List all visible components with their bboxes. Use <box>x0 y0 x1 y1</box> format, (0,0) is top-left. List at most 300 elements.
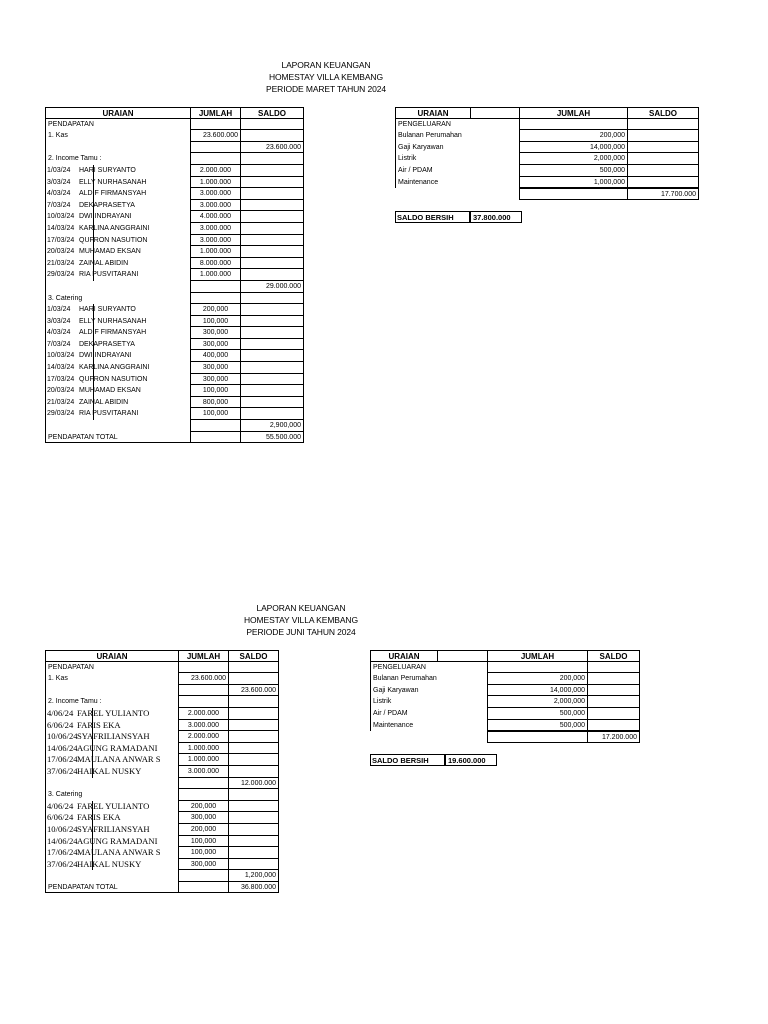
guest-entry <box>45 847 178 859</box>
saldo-bersih-value: 37.800.000 <box>470 211 522 223</box>
entry-date: 37/06/24 <box>47 858 78 869</box>
uraian-cell: 1. Kas <box>45 673 178 685</box>
jumlah-cell: 300,000 <box>190 362 240 374</box>
header-saldo: SALDO <box>627 107 699 119</box>
expense-section-label: PENGELUARAN <box>395 119 519 131</box>
expense-name: Air / PDAM <box>395 165 519 177</box>
entry-name: DEKAPRASETYA <box>79 340 135 348</box>
expense-name: Maintenance <box>370 720 487 732</box>
guest-entry <box>45 812 178 824</box>
entry-name: FAREL YULIANTO <box>77 707 150 718</box>
expense-total: 17.700.000 <box>627 188 699 200</box>
saldo-cell <box>228 708 279 720</box>
saldo-cell <box>627 153 699 165</box>
uraian-cell <box>45 685 178 697</box>
entry-date: 20/03/24 <box>47 248 75 256</box>
entry-name: RIA PUSVITARANI <box>79 410 139 418</box>
saldo-cell <box>627 142 699 154</box>
uraian-cell: PENDAPATAN TOTAL <box>45 882 178 894</box>
jumlah-cell: 23.600.000 <box>178 673 228 685</box>
saldo-cell <box>240 130 304 142</box>
column-rule <box>92 824 93 836</box>
column-rule <box>93 200 94 212</box>
header-uraian: URAIAN <box>45 107 191 119</box>
saldo-cell <box>240 211 304 223</box>
entry-name: MUHAMAD EKSAN <box>79 387 141 395</box>
entry-date: 1/03/24 <box>47 306 71 314</box>
jumlah-cell: 1.000.000 <box>178 743 228 755</box>
guest-entry <box>45 246 190 258</box>
saldo-cell <box>240 165 304 177</box>
saldo-cell <box>587 685 640 697</box>
saldo-cell <box>228 801 279 813</box>
saldo-cell <box>240 177 304 189</box>
header-jumlah: JUMLAH <box>519 107 628 119</box>
saldo-cell <box>240 408 304 420</box>
expense-name: Gaji Karyawan <box>370 685 487 697</box>
jumlah-cell: 1.000.000 <box>190 246 240 258</box>
expense-name: Listrik <box>395 153 519 165</box>
saldo-cell: 29.000.000 <box>240 281 304 293</box>
saldo-cell <box>228 731 279 743</box>
column-rule <box>93 235 94 247</box>
column-rule <box>92 859 93 871</box>
header-uraian: URAIAN <box>370 650 438 662</box>
saldo-cell <box>240 269 304 281</box>
title-line-1: LAPORAN KEUANGAN <box>256 603 346 613</box>
saldo-cell <box>240 246 304 258</box>
jumlah-cell: 1.000.000 <box>190 269 240 281</box>
jumlah-cell: 100,000 <box>178 847 228 859</box>
uraian-cell: PENDAPATAN <box>45 119 190 131</box>
entry-name: ALDIF FIRMANSYAH <box>79 190 147 198</box>
saldo-cell <box>228 847 279 859</box>
jumlah-cell: 200,000 <box>178 801 228 813</box>
uraian-cell: 3. Catering <box>45 293 190 305</box>
guest-entry <box>45 269 190 281</box>
entry-date: 21/03/24 <box>47 259 75 267</box>
header-saldo: SALDO <box>228 650 279 662</box>
saldo-cell: 23.600.000 <box>228 685 279 697</box>
entry-name: HAIKAL NUSKY <box>77 765 142 776</box>
entry-date: 17/03/24 <box>47 375 75 383</box>
jumlah-cell <box>178 882 228 894</box>
entry-date: 6/06/24 <box>47 719 74 730</box>
saldo-cell <box>627 130 699 142</box>
report-title-june <box>201 602 401 638</box>
guest-entry <box>45 731 178 743</box>
jumlah-cell: 4.000.000 <box>190 211 240 223</box>
saldo-cell: 1,200,000 <box>228 870 279 882</box>
column-rule <box>93 223 94 235</box>
entry-name: KARLINA ANGGRAINI <box>79 364 150 372</box>
jumlah-cell <box>190 153 240 165</box>
entry-name: MAULANA ANWAR S <box>77 754 161 765</box>
jumlah-cell <box>178 778 228 790</box>
saldo-cell <box>587 673 640 685</box>
expense-name: Listrik <box>370 696 487 708</box>
report-title-march <box>226 59 426 95</box>
column-rule <box>92 847 93 859</box>
jumlah-cell: 300,000 <box>178 859 228 871</box>
saldo-cell <box>240 293 304 305</box>
jumlah-cell: 3.000.000 <box>190 200 240 212</box>
saldo-cell <box>228 662 279 674</box>
saldo-cell <box>587 696 640 708</box>
saldo-cell <box>587 708 640 720</box>
jumlah-cell <box>487 662 587 674</box>
expense-name: Bulanan Perumahan <box>395 130 519 142</box>
jumlah-cell: 100,000 <box>178 836 228 848</box>
header-jumlah: JUMLAH <box>190 107 241 119</box>
entry-date: 7/03/24 <box>47 340 71 348</box>
jumlah-cell <box>178 662 228 674</box>
guest-entry <box>45 223 190 235</box>
jumlah-cell: 200,000 <box>178 824 228 836</box>
saldo-cell <box>587 662 640 674</box>
jumlah-cell: 500,000 <box>519 165 627 177</box>
entry-name: KARLINA ANGGRAINI <box>79 224 150 232</box>
guest-entry <box>45 720 178 732</box>
guest-entry <box>45 188 190 200</box>
column-rule <box>92 743 93 755</box>
guest-entry <box>45 258 190 270</box>
jumlah-cell: 14,000,000 <box>519 142 627 154</box>
guest-entry <box>45 165 190 177</box>
guest-entry <box>45 177 190 189</box>
uraian-cell <box>45 778 178 790</box>
entry-name: HARI SURYANTO <box>79 306 136 314</box>
guest-entry <box>45 824 178 836</box>
column-rule <box>93 177 94 189</box>
jumlah-cell: 200,000 <box>519 130 627 142</box>
saldo-bersih-label: SALDO BERSIH <box>395 211 470 223</box>
entry-name: MAULANA ANWAR S <box>77 847 161 858</box>
jumlah-cell: 8.000.000 <box>190 258 240 270</box>
column-rule <box>92 812 93 824</box>
jumlah-cell <box>178 696 228 708</box>
uraian-cell: PENDAPATAN <box>45 662 178 674</box>
jumlah-cell: 1.000.000 <box>190 177 240 189</box>
title-line-2: HOMESTAY VILLA KEMBANG <box>243 615 358 625</box>
expense-name: Gaji Karyawan <box>395 142 519 154</box>
jumlah-cell: 100,000 <box>190 316 240 328</box>
jumlah-cell <box>190 293 240 305</box>
saldo-cell <box>627 165 699 177</box>
column-rule <box>93 339 94 351</box>
expense-name: Bulanan Perumahan <box>370 673 487 685</box>
header-saldo: SALDO <box>240 107 304 119</box>
saldo-cell <box>240 327 304 339</box>
jumlah-cell <box>178 870 228 882</box>
saldo-cell <box>627 119 699 131</box>
column-rule <box>93 397 94 409</box>
expense-name: Maintenance <box>395 177 519 189</box>
entry-date: 17/06/24 <box>47 754 78 765</box>
jumlah-cell: 500,000 <box>487 708 587 720</box>
column-rule <box>93 350 94 362</box>
jumlah-cell: 3.000.000 <box>190 235 240 247</box>
entry-date: 6/06/24 <box>47 812 74 823</box>
entry-name: QUFRON NASUTION <box>79 375 148 383</box>
jumlah-cell: 2.000.000 <box>178 731 228 743</box>
jumlah-cell <box>519 119 627 131</box>
column-rule <box>92 731 93 743</box>
expense-total-spacer <box>487 731 587 743</box>
saldo-cell <box>240 397 304 409</box>
expense-name: Air / PDAM <box>370 708 487 720</box>
jumlah-cell: 3.000.000 <box>190 188 240 200</box>
saldo-cell <box>240 153 304 165</box>
jumlah-cell: 1,000,000 <box>519 177 627 189</box>
jumlah-cell: 300,000 <box>190 374 240 386</box>
uraian-cell <box>45 870 178 882</box>
saldo-cell: 23.600.000 <box>240 142 304 154</box>
saldo-cell <box>240 188 304 200</box>
saldo-cell <box>240 223 304 235</box>
entry-name: ZAINAL ABIDIN <box>79 398 129 406</box>
entry-date: 14/03/24 <box>47 224 75 232</box>
entry-date: 29/03/24 <box>47 410 75 418</box>
header-jumlah: JUMLAH <box>487 650 588 662</box>
header-blank <box>437 650 488 662</box>
guest-entry <box>45 211 190 223</box>
saldo-cell <box>240 350 304 362</box>
entry-date: 10/03/24 <box>47 352 75 360</box>
column-rule <box>93 304 94 316</box>
guest-entry <box>45 836 178 848</box>
saldo-cell <box>587 720 640 732</box>
guest-entry <box>45 385 190 397</box>
guest-entry <box>45 754 178 766</box>
column-rule <box>93 385 94 397</box>
entry-date: 10/03/24 <box>47 213 75 221</box>
jumlah-cell: 1.000.000 <box>178 754 228 766</box>
saldo-cell <box>240 374 304 386</box>
entry-name: ZAINAL ABIDIN <box>79 259 129 267</box>
jumlah-cell: 2,000,000 <box>487 696 587 708</box>
entry-date: 14/06/24 <box>47 742 78 753</box>
entry-name: SYAFRILIANSYAH <box>77 731 150 742</box>
guest-entry <box>45 362 190 374</box>
entry-date: 7/03/24 <box>47 201 71 209</box>
jumlah-cell: 200,000 <box>190 304 240 316</box>
saldo-cell <box>240 200 304 212</box>
saldo-cell <box>228 836 279 848</box>
column-rule <box>93 211 94 223</box>
saldo-cell <box>240 304 304 316</box>
entry-name: DEKAPRASETYA <box>79 201 135 209</box>
header-saldo: SALDO <box>587 650 640 662</box>
header-uraian: URAIAN <box>45 650 179 662</box>
saldo-cell <box>228 859 279 871</box>
entry-name: ELLY NURHASANAH <box>79 317 147 325</box>
entry-date: 17/06/24 <box>47 847 78 858</box>
jumlah-cell: 300,000 <box>190 327 240 339</box>
expense-section-label: PENGELUARAN <box>370 662 487 674</box>
entry-date: 20/03/24 <box>47 387 75 395</box>
guest-entry <box>45 801 178 813</box>
jumlah-cell: 400,000 <box>190 350 240 362</box>
uraian-cell: 2. Income Tamu : <box>45 696 178 708</box>
saldo-cell <box>240 385 304 397</box>
column-rule <box>93 269 94 281</box>
jumlah-cell <box>178 685 228 697</box>
entry-date: 3/03/24 <box>47 178 71 186</box>
guest-entry <box>45 235 190 247</box>
entry-date: 4/03/24 <box>47 190 71 198</box>
column-rule <box>92 766 93 778</box>
column-rule <box>93 316 94 328</box>
entry-name: HARI SURYANTO <box>79 166 136 174</box>
entry-name: HAIKAL NUSKY <box>77 858 142 869</box>
jumlah-cell: 2,000,000 <box>519 153 627 165</box>
entry-date: 4/06/24 <box>47 707 74 718</box>
uraian-cell <box>45 420 190 432</box>
entry-name: QUFRON NASUTION <box>79 236 148 244</box>
title-line-2: HOMESTAY VILLA KEMBANG <box>268 72 383 82</box>
saldo-cell <box>627 177 699 189</box>
jumlah-cell <box>190 432 240 444</box>
uraian-cell <box>45 142 190 154</box>
column-rule <box>92 836 93 848</box>
entry-date: 10/06/24 <box>47 823 78 834</box>
entry-name: SYAFRILIANSYAH <box>77 823 150 834</box>
jumlah-cell: 3.000.000 <box>190 223 240 235</box>
saldo-cell <box>240 316 304 328</box>
entry-date: 3/03/24 <box>47 317 71 325</box>
guest-entry <box>45 200 190 212</box>
guest-entry <box>45 327 190 339</box>
column-rule <box>93 374 94 386</box>
guest-entry <box>45 708 178 720</box>
guest-entry <box>45 859 178 871</box>
jumlah-cell <box>190 420 240 432</box>
uraian-cell: 2. Income Tamu : <box>45 153 190 165</box>
saldo-cell <box>228 754 279 766</box>
column-rule <box>92 754 93 766</box>
saldo-cell <box>228 696 279 708</box>
jumlah-cell: 200,000 <box>487 673 587 685</box>
saldo-cell: 2,900,000 <box>240 420 304 432</box>
saldo-cell <box>228 766 279 778</box>
entry-date: 14/06/24 <box>47 835 78 846</box>
title-line-3: PERIODE JUNI TAHUN 2024 <box>246 627 356 637</box>
uraian-cell: 3. Catering <box>45 789 178 801</box>
jumlah-cell: 500,000 <box>487 720 587 732</box>
column-rule <box>93 408 94 420</box>
uraian-cell: PENDAPATAN TOTAL <box>45 432 190 444</box>
saldo-cell: 12.000.000 <box>228 778 279 790</box>
column-rule <box>93 165 94 177</box>
entry-name: AGUNG RAMADANI <box>77 835 158 846</box>
entry-date: 14/03/24 <box>47 364 75 372</box>
expense-total: 17.200.000 <box>587 731 640 743</box>
title-line-3: PERIODE MARET TAHUN 2024 <box>266 84 386 94</box>
entry-name: AGUNG RAMADANI <box>77 742 158 753</box>
entry-name: ALDIF FIRMANSYAH <box>79 329 147 337</box>
column-rule <box>92 720 93 732</box>
saldo-cell <box>240 362 304 374</box>
guest-entry <box>45 408 190 420</box>
entry-date: 4/03/24 <box>47 329 71 337</box>
jumlah-cell: 3.000.000 <box>178 766 228 778</box>
entry-name: MUHAMAD EKSAN <box>79 248 141 256</box>
saldo-cell <box>228 812 279 824</box>
entry-date: 29/03/24 <box>47 271 75 279</box>
header-jumlah: JUMLAH <box>178 650 229 662</box>
guest-entry <box>45 766 178 778</box>
saldo-cell <box>240 119 304 131</box>
jumlah-cell <box>190 142 240 154</box>
guest-entry <box>45 350 190 362</box>
jumlah-cell: 300,000 <box>190 339 240 351</box>
jumlah-cell: 300,000 <box>178 812 228 824</box>
saldo-cell <box>228 673 279 685</box>
uraian-cell: 1. Kas <box>45 130 190 142</box>
uraian-cell <box>45 281 190 293</box>
saldo-cell <box>228 743 279 755</box>
title-line-1: LAPORAN KEUANGAN <box>281 60 371 70</box>
saldo-cell <box>240 258 304 270</box>
entry-date: 4/06/24 <box>47 800 74 811</box>
guest-entry <box>45 304 190 316</box>
jumlah-cell: 100,000 <box>190 385 240 397</box>
header-uraian: URAIAN <box>395 107 471 119</box>
entry-date: 37/06/24 <box>47 765 78 776</box>
entry-name: FARIS EKA <box>77 719 121 730</box>
jumlah-cell <box>190 119 240 131</box>
column-rule <box>93 246 94 258</box>
saldo-bersih-value: 19.600.000 <box>445 754 497 766</box>
jumlah-cell: 3.000.000 <box>178 720 228 732</box>
saldo-cell <box>228 720 279 732</box>
column-rule <box>93 362 94 374</box>
guest-entry <box>45 339 190 351</box>
header-blank <box>470 107 520 119</box>
entry-date: 1/03/24 <box>47 166 71 174</box>
guest-entry <box>45 397 190 409</box>
jumlah-cell: 14,000,000 <box>487 685 587 697</box>
saldo-cell <box>240 339 304 351</box>
entry-name: ELLY NURHASANAH <box>79 178 147 186</box>
jumlah-cell: 100,000 <box>190 408 240 420</box>
entry-name: FARIS EKA <box>77 812 121 823</box>
saldo-cell: 36.800.000 <box>228 882 279 894</box>
jumlah-cell: 23.600.000 <box>190 130 240 142</box>
column-rule <box>93 327 94 339</box>
saldo-cell <box>240 235 304 247</box>
saldo-cell <box>228 789 279 801</box>
entry-date: 10/06/24 <box>47 731 78 742</box>
column-rule <box>92 708 93 720</box>
entry-name: DWI INDRAYANI <box>79 213 132 221</box>
guest-entry <box>45 743 178 755</box>
guest-entry <box>45 316 190 328</box>
saldo-cell <box>228 824 279 836</box>
jumlah-cell <box>190 281 240 293</box>
entry-date: 21/03/24 <box>47 398 75 406</box>
entry-name: FAREL YULIANTO <box>77 800 150 811</box>
jumlah-cell: 2.000.000 <box>190 165 240 177</box>
guest-entry <box>45 374 190 386</box>
column-rule <box>93 188 94 200</box>
jumlah-cell: 800,000 <box>190 397 240 409</box>
expense-total-spacer <box>519 188 627 200</box>
saldo-cell: 55.500.000 <box>240 432 304 444</box>
column-rule <box>93 258 94 270</box>
entry-name: RIA PUSVITARANI <box>79 271 139 279</box>
